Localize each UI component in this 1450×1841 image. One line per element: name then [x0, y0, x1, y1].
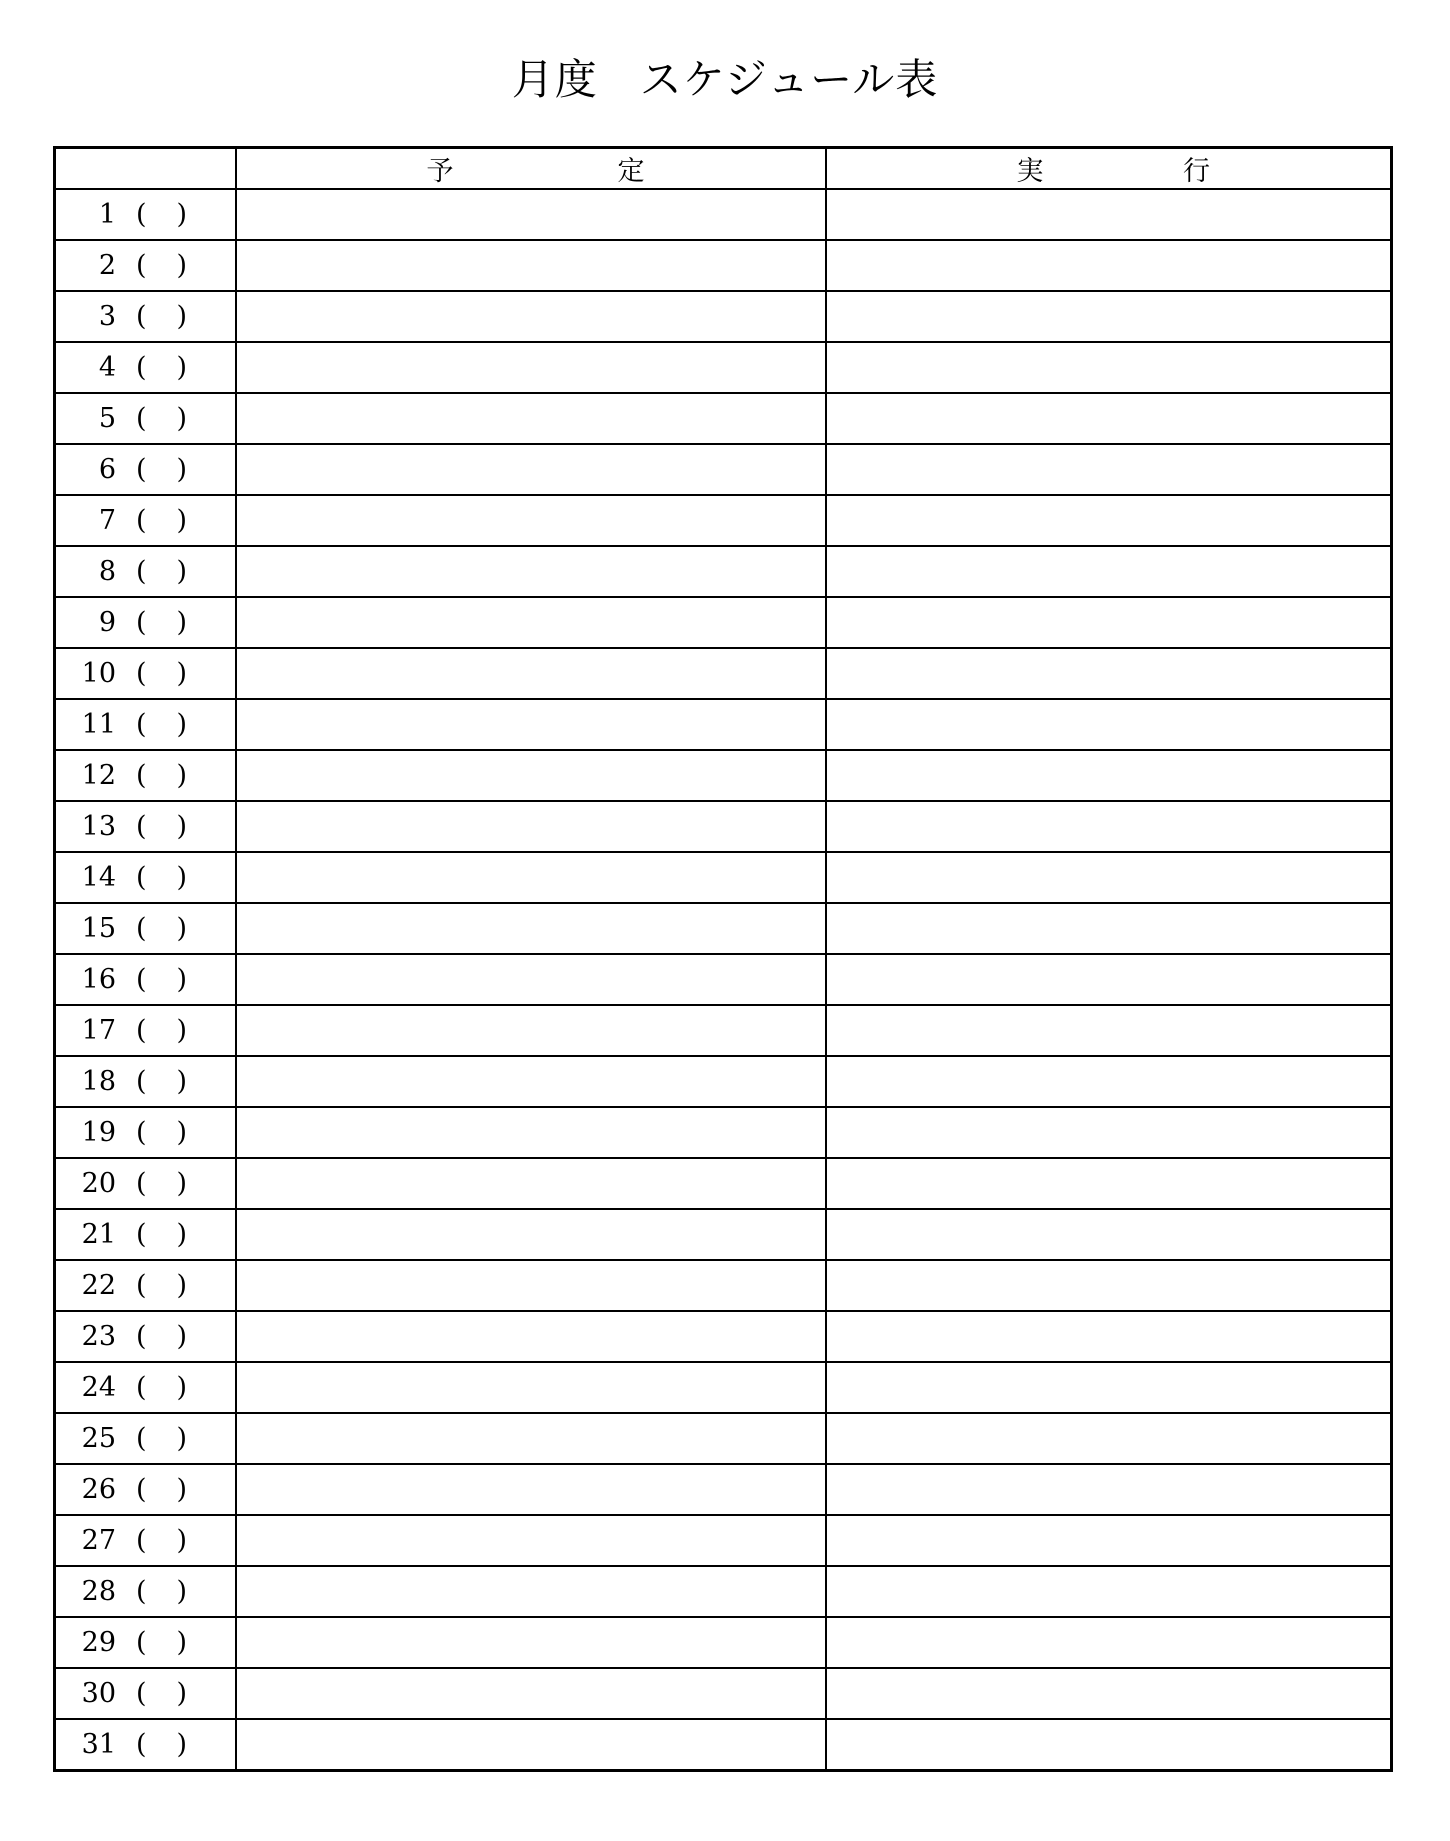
day-number: 7: [98, 505, 116, 536]
day-cell: [55, 240, 236, 291]
paren-open: (: [136, 1576, 147, 1607]
paren-open: (: [136, 301, 147, 332]
paren-open: (: [136, 1219, 147, 1250]
plan-cell[interactable]: [236, 801, 826, 852]
day-number: 29: [81, 1627, 116, 1658]
plan-cell[interactable]: [236, 852, 826, 903]
weekday-field[interactable]: [136, 1270, 187, 1301]
weekday-field[interactable]: [136, 1168, 187, 1199]
day-cell: [55, 1719, 236, 1771]
page-title: [0, 50, 1450, 110]
weekday-field[interactable]: [136, 709, 187, 740]
day-cell: [55, 1311, 236, 1362]
paren-open: (: [136, 403, 147, 434]
table-row: [55, 291, 1392, 342]
day-number: 5: [98, 403, 116, 434]
weekday-field[interactable]: [136, 1066, 187, 1097]
table-row: [55, 1668, 1392, 1719]
plan-cell[interactable]: [236, 699, 826, 750]
table-row: [55, 1005, 1392, 1056]
actual-cell[interactable]: [826, 1158, 1392, 1209]
actual-cell[interactable]: [826, 801, 1392, 852]
actual-cell[interactable]: [826, 1719, 1392, 1771]
paren-close: ): [176, 301, 188, 332]
plan-cell[interactable]: [236, 1566, 826, 1617]
table-row: [55, 1464, 1392, 1515]
table-row: [55, 903, 1392, 954]
weekday-field[interactable]: [136, 505, 187, 536]
day-number: 23: [81, 1321, 116, 1352]
table-row: [55, 189, 1392, 240]
actual-cell[interactable]: [826, 189, 1392, 240]
plan-cell[interactable]: [236, 954, 826, 1005]
weekday-field[interactable]: [136, 760, 187, 791]
paren-open: (: [136, 454, 147, 485]
actual-cell[interactable]: [826, 1464, 1392, 1515]
plan-cell[interactable]: [236, 1158, 826, 1209]
day-cell: [55, 801, 236, 852]
weekday-field[interactable]: [136, 250, 187, 281]
day-number: 8: [98, 556, 116, 587]
day-cell: [55, 444, 236, 495]
weekday-field[interactable]: [136, 1678, 187, 1709]
paren-close: ): [176, 1168, 188, 1199]
paren-open: (: [136, 1117, 147, 1148]
actual-cell[interactable]: [826, 750, 1392, 801]
paren-close: ): [176, 454, 188, 485]
header-plan-char-1: 予: [426, 156, 454, 187]
weekday-field[interactable]: [136, 1423, 187, 1454]
day-cell: [55, 1515, 236, 1566]
paren-close: ): [176, 862, 188, 893]
plan-cell[interactable]: [236, 1413, 826, 1464]
day-number: 30: [81, 1678, 116, 1709]
header-row: [55, 148, 1392, 190]
plan-cell[interactable]: [236, 1362, 826, 1413]
weekday-field[interactable]: [136, 607, 187, 638]
paren-open: (: [136, 1525, 147, 1556]
table-row: [55, 1413, 1392, 1464]
plan-cell[interactable]: [236, 1056, 826, 1107]
day-cell: [55, 1464, 236, 1515]
header-actual-char-2: 行: [1183, 156, 1210, 187]
day-number: 28: [81, 1576, 116, 1607]
day-cell: [55, 291, 236, 342]
table-row: [55, 1719, 1392, 1771]
paren-open: (: [136, 352, 147, 383]
weekday-field[interactable]: [136, 1576, 187, 1607]
day-number: 10: [81, 658, 116, 689]
day-cell: [55, 546, 236, 597]
paren-open: (: [136, 1729, 147, 1760]
day-number: 2: [98, 250, 116, 281]
weekday-field[interactable]: [136, 913, 187, 944]
day-cell: [55, 648, 236, 699]
table-row: [55, 1515, 1392, 1566]
paren-close: ): [176, 505, 188, 536]
day-number: 13: [81, 811, 116, 842]
header-actual-char-1: 実: [1016, 156, 1044, 187]
paren-close: ): [176, 250, 188, 281]
plan-cell[interactable]: [236, 393, 826, 444]
plan-cell[interactable]: [236, 240, 826, 291]
day-cell: [55, 495, 236, 546]
actual-cell[interactable]: [826, 903, 1392, 954]
plan-cell[interactable]: [236, 597, 826, 648]
plan-cell[interactable]: [236, 1515, 826, 1566]
actual-cell[interactable]: [826, 1413, 1392, 1464]
actual-cell[interactable]: [826, 1566, 1392, 1617]
day-number: 6: [98, 454, 116, 485]
weekday-field[interactable]: [136, 556, 187, 587]
schedule-table: [53, 146, 1393, 1772]
paren-open: (: [136, 811, 147, 842]
header-day: [55, 148, 236, 190]
day-cell: [55, 1005, 236, 1056]
paren-open: (: [136, 709, 147, 740]
day-cell: [55, 1158, 236, 1209]
paren-open: (: [136, 862, 147, 893]
table-row: [55, 1617, 1392, 1668]
table-row: [55, 444, 1392, 495]
table-row: [55, 393, 1392, 444]
day-cell: [55, 1362, 236, 1413]
day-cell: [55, 1668, 236, 1719]
paren-open: (: [136, 964, 147, 995]
paren-close: ): [176, 1678, 188, 1709]
paren-open: (: [136, 250, 147, 281]
paren-open: (: [136, 658, 147, 689]
plan-cell[interactable]: [236, 1668, 826, 1719]
actual-cell[interactable]: [826, 495, 1392, 546]
paren-close: ): [176, 352, 188, 383]
table-row: [55, 648, 1392, 699]
plan-cell[interactable]: [236, 648, 826, 699]
title-month-label: 月度: [511, 55, 598, 104]
paren-close: ): [176, 1729, 188, 1760]
paren-open: (: [136, 556, 147, 587]
day-cell: [55, 342, 236, 393]
actual-cell[interactable]: [826, 1209, 1392, 1260]
actual-cell[interactable]: [826, 291, 1392, 342]
paren-open: (: [136, 1627, 147, 1658]
day-number: 12: [81, 760, 116, 791]
table-row: [55, 852, 1392, 903]
paren-close: ): [176, 964, 188, 995]
actual-cell[interactable]: [826, 852, 1392, 903]
day-cell: [55, 1209, 236, 1260]
plan-cell[interactable]: [236, 1464, 826, 1515]
table-row: [55, 546, 1392, 597]
actual-cell[interactable]: [826, 393, 1392, 444]
day-cell: [55, 699, 236, 750]
day-cell: [55, 954, 236, 1005]
weekday-field[interactable]: [136, 811, 187, 842]
paren-close: ): [176, 811, 188, 842]
paren-open: (: [136, 607, 147, 638]
day-number: 17: [81, 1015, 116, 1046]
paren-close: ): [176, 1321, 188, 1352]
paren-close: ): [176, 1219, 188, 1250]
paren-open: (: [136, 199, 147, 230]
actual-cell[interactable]: [826, 1617, 1392, 1668]
weekday-field[interactable]: [136, 1525, 187, 1556]
plan-cell[interactable]: [236, 1209, 826, 1260]
plan-cell[interactable]: [236, 1719, 826, 1771]
paren-open: (: [136, 1423, 147, 1454]
actual-cell[interactable]: [826, 1668, 1392, 1719]
title-name: スケジュール表: [639, 55, 939, 104]
actual-cell[interactable]: [826, 1056, 1392, 1107]
table-row: [55, 1056, 1392, 1107]
actual-cell[interactable]: [826, 444, 1392, 495]
day-cell: [55, 903, 236, 954]
paren-close: ): [176, 1372, 188, 1403]
day-cell: [55, 1107, 236, 1158]
day-number: 26: [81, 1474, 116, 1505]
paren-open: (: [136, 1474, 147, 1505]
paren-close: ): [176, 556, 188, 587]
day-cell: [55, 1413, 236, 1464]
paren-close: ): [176, 1066, 188, 1097]
day-number: 19: [81, 1117, 116, 1148]
header-plan: [236, 148, 826, 190]
paren-open: (: [136, 1372, 147, 1403]
paren-open: (: [136, 1678, 147, 1709]
weekday-field[interactable]: [136, 403, 187, 434]
actual-cell[interactable]: [826, 648, 1392, 699]
day-cell: [55, 189, 236, 240]
plan-cell[interactable]: [236, 1617, 826, 1668]
paren-close: ): [176, 709, 188, 740]
table-row: [55, 954, 1392, 1005]
paren-open: (: [136, 1321, 147, 1352]
table-row: [55, 1209, 1392, 1260]
weekday-field[interactable]: [136, 964, 187, 995]
day-number: 15: [81, 913, 116, 944]
plan-cell[interactable]: [236, 444, 826, 495]
day-number: 27: [81, 1525, 116, 1556]
paren-close: ): [176, 1627, 188, 1658]
plan-cell[interactable]: [236, 546, 826, 597]
paren-close: ): [176, 199, 188, 230]
weekday-field[interactable]: [136, 301, 187, 332]
table-row: [55, 1362, 1392, 1413]
day-cell: [55, 852, 236, 903]
day-number: 24: [81, 1372, 116, 1403]
paren-open: (: [136, 1270, 147, 1301]
table-row: [55, 750, 1392, 801]
table-row: [55, 342, 1392, 393]
actual-cell[interactable]: [826, 1260, 1392, 1311]
plan-cell[interactable]: [236, 1311, 826, 1362]
actual-cell[interactable]: [826, 240, 1392, 291]
day-number: 18: [81, 1066, 116, 1097]
day-cell: [55, 1617, 236, 1668]
table-row: [55, 1158, 1392, 1209]
table-row: [55, 597, 1392, 648]
paren-close: ): [176, 1423, 188, 1454]
weekday-field[interactable]: [136, 1015, 187, 1046]
table-row: [55, 240, 1392, 291]
paren-close: ): [176, 913, 188, 944]
actual-cell[interactable]: [826, 597, 1392, 648]
actual-cell[interactable]: [826, 1311, 1392, 1362]
paren-close: ): [176, 1117, 188, 1148]
plan-cell[interactable]: [236, 291, 826, 342]
weekday-field[interactable]: [136, 1474, 187, 1505]
paren-close: ): [176, 760, 188, 791]
paren-close: ): [176, 1576, 188, 1607]
weekday-field[interactable]: [136, 199, 187, 230]
plan-cell[interactable]: [236, 189, 826, 240]
day-number: 9: [98, 607, 116, 638]
day-number: 25: [81, 1423, 116, 1454]
table-row: [55, 1260, 1392, 1311]
paren-open: (: [136, 1066, 147, 1097]
weekday-field[interactable]: [136, 352, 187, 383]
weekday-field[interactable]: [136, 1321, 187, 1352]
weekday-field[interactable]: [136, 862, 187, 893]
header-actual: [826, 148, 1392, 190]
header-plan-char-2: 定: [617, 156, 645, 187]
paren-close: ): [176, 1474, 188, 1505]
day-cell: [55, 1566, 236, 1617]
table-row: [55, 1311, 1392, 1362]
plan-cell[interactable]: [236, 1005, 826, 1056]
day-cell: [55, 1056, 236, 1107]
plan-cell[interactable]: [236, 342, 826, 393]
table-row: [55, 1107, 1392, 1158]
table-row: [55, 699, 1392, 750]
plan-cell[interactable]: [236, 750, 826, 801]
paren-close: ): [176, 607, 188, 638]
paren-close: ): [176, 1525, 188, 1556]
day-number: 21: [81, 1219, 116, 1250]
weekday-field[interactable]: [136, 1372, 187, 1403]
paren-close: ): [176, 658, 188, 689]
actual-cell[interactable]: [826, 1515, 1392, 1566]
plan-cell[interactable]: [236, 495, 826, 546]
actual-cell[interactable]: [826, 699, 1392, 750]
plan-cell[interactable]: [236, 1260, 826, 1311]
plan-cell[interactable]: [236, 903, 826, 954]
paren-close: ): [176, 403, 188, 434]
day-number: 22: [81, 1270, 116, 1301]
weekday-field[interactable]: [136, 1627, 187, 1658]
plan-cell[interactable]: [236, 1107, 826, 1158]
weekday-field[interactable]: [136, 1219, 187, 1250]
weekday-field[interactable]: [136, 1117, 187, 1148]
paren-open: (: [136, 505, 147, 536]
day-cell: [55, 1260, 236, 1311]
day-number: 11: [81, 709, 116, 740]
paren-open: (: [136, 760, 147, 791]
actual-cell[interactable]: [826, 1107, 1392, 1158]
day-cell: [55, 393, 236, 444]
weekday-field[interactable]: [136, 1729, 187, 1760]
day-number: 14: [81, 862, 116, 893]
day-number: 4: [98, 352, 116, 383]
actual-cell[interactable]: [826, 954, 1392, 1005]
day-number: 16: [81, 964, 116, 995]
table-row: [55, 1566, 1392, 1617]
paren-close: ): [176, 1270, 188, 1301]
paren-open: (: [136, 1168, 147, 1199]
weekday-field[interactable]: [136, 658, 187, 689]
actual-cell[interactable]: [826, 1005, 1392, 1056]
actual-cell[interactable]: [826, 546, 1392, 597]
actual-cell[interactable]: [826, 1362, 1392, 1413]
actual-cell[interactable]: [826, 342, 1392, 393]
day-cell: [55, 750, 236, 801]
table-row: [55, 801, 1392, 852]
paren-open: (: [136, 1015, 147, 1046]
paren-close: ): [176, 1015, 188, 1046]
weekday-field[interactable]: [136, 454, 187, 485]
day-number: 1: [98, 199, 116, 230]
day-number: 3: [98, 301, 116, 332]
day-cell: [55, 597, 236, 648]
table-row: [55, 495, 1392, 546]
paren-open: (: [136, 913, 147, 944]
day-number: 20: [81, 1168, 116, 1199]
day-number: 31: [81, 1729, 116, 1760]
